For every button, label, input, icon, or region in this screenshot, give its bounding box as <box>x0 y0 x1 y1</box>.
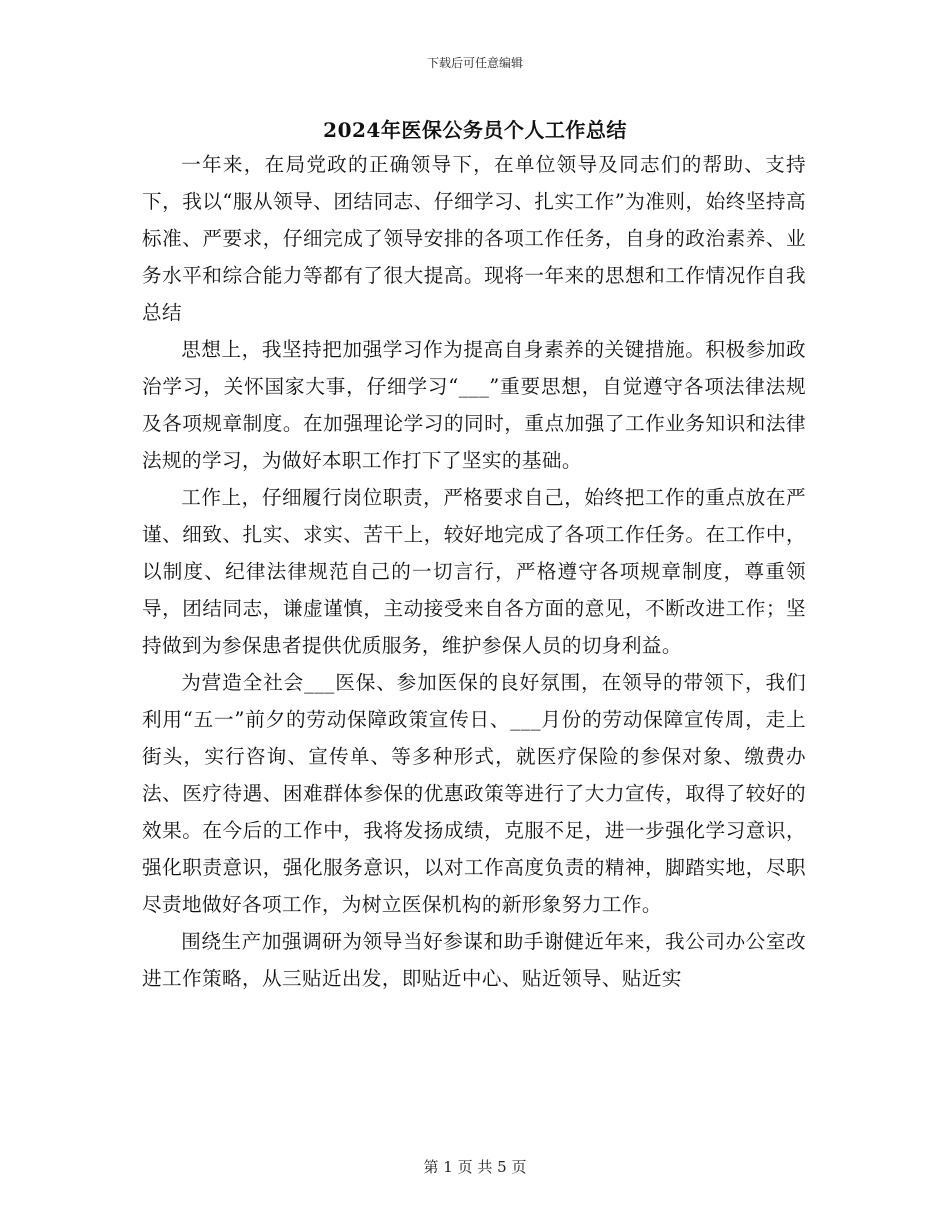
header-note: 下载后可任意编辑 <box>426 56 523 70</box>
paragraph: 工作上，仔细履行岗位职责，严格要求自己，始终把工作的重点放在严谨、细致、扎实、求实、苦干上，较好地完成了各项工作任务。在工作中，以制度、纪律法律规范自己的一切言行，严格遵守各项规章制度，尊重领导，团结同志，谦虚谨慎，主动接受来自各方面的意见，不断改进工作；坚持做到为参保患者提供优质服务，维护参保人员的切身利益。 <box>142 486 806 657</box>
document-title: 2024年医保公务员个人工作总结 <box>323 118 627 142</box>
paragraph: 围绕生产加强调研为领导当好参谋和助手谢健近年来，我公司办公室改进工作策略，从三贴近出发，即贴近中心、贴近领导、贴近实 <box>142 930 806 990</box>
paragraph: 为营造全社会___医保、参加医保的良好氛围，在领导的带领下，我们利用“五一”前夕的劳动保障政策宣传日、___月份的劳动保障宣传周，走上街头，实行咨询、宣传单、等多种形式，就医疗保险的参保对象、缴费办法、医疗待遇、困难群体参保的优惠政策等进行了大力宣传，取得了较好的效果。在今后的工作中，我将发扬成绩，克服不足，进一步强化学习意识，强化职责意识，强化服务意识，以对工作高度负责的精神，脚踏实地，尽职尽责地做好各项工作，为树立医保机构的新形象努力工作。 <box>142 671 806 916</box>
paragraph: 一年来，在局党政的正确领导下，在单位领导及同志们的帮助、支持下，我以“服从领导、团结同志、仔细学习、扎实工作”为准则，始终坚持高标准、严要求，仔细完成了领导安排的各项工作任务，自身的政治素养、业务水平和综合能力等都有了很大提高。现将一年来的思想和工作情况作自我总结 <box>142 153 806 324</box>
page-number: 第 1 页 共 5 页 <box>423 1158 527 1176</box>
document-body <box>142 146 806 997</box>
paragraph: 思想上，我坚持把加强学习作为提高自身素养的关键措施。积极参加政治学习，关怀国家大事，仔细学习“___”重要思想，自觉遵守各项法律法规及各项规章制度。在加强理论学习的同时，重点加强了工作业务知识和法律法规的学习，为做好本职工作打下了坚实的基础。 <box>142 338 806 472</box>
